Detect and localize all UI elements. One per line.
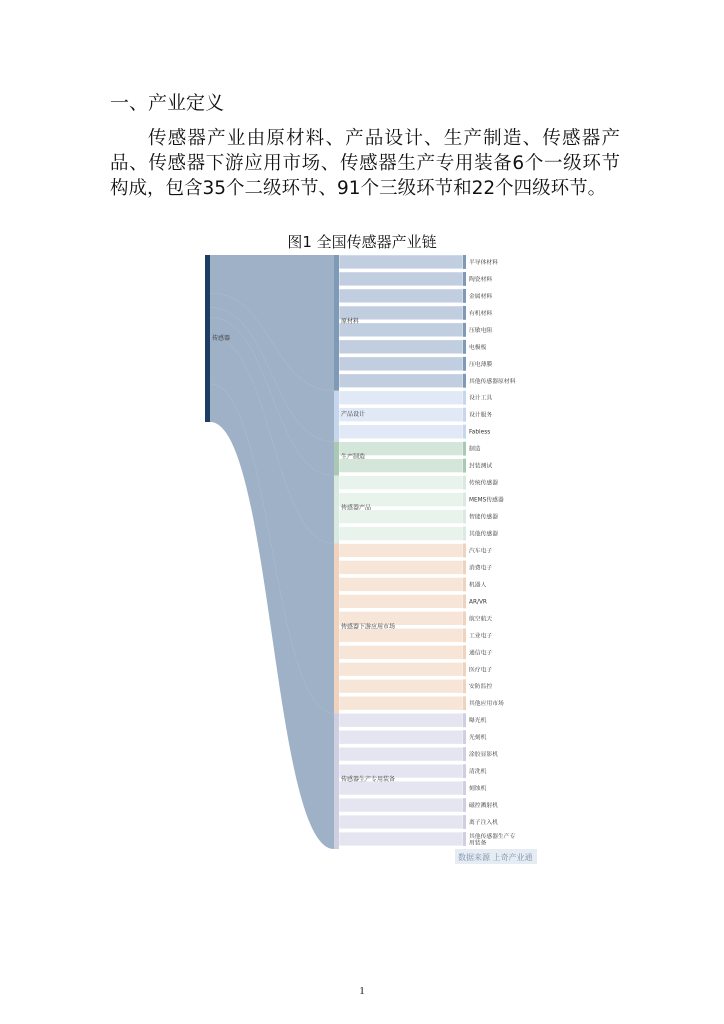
level2-node-11 bbox=[463, 442, 466, 456]
level2-node-23 bbox=[463, 645, 466, 659]
level2-node-12 bbox=[463, 459, 466, 473]
level2-label-29: 涂胶显影机 bbox=[469, 752, 498, 759]
level2-label-31: 刻蚀机 bbox=[469, 786, 487, 793]
level2-flow-4 bbox=[339, 323, 463, 337]
level1-node-4 bbox=[334, 544, 339, 714]
level2-label-22: 工业电子 bbox=[469, 633, 493, 640]
level2-label-24: 医疗电子 bbox=[469, 667, 493, 674]
level2-label-5: 电极板 bbox=[469, 344, 487, 351]
level2-label-20: AR/VR bbox=[469, 599, 487, 606]
level2-node-22 bbox=[463, 628, 466, 642]
level2-label-11: 制造 bbox=[469, 446, 481, 453]
level2-node-9 bbox=[463, 408, 466, 422]
level1-label-4: 传感器下游应用市场 bbox=[341, 623, 396, 631]
level2-node-26 bbox=[463, 696, 466, 710]
level2-label-8: 设计工具 bbox=[469, 395, 493, 402]
level2-node-34 bbox=[463, 832, 466, 846]
level2-label-0: 半导体材料 bbox=[469, 259, 498, 266]
level2-node-24 bbox=[463, 662, 466, 676]
level2-node-7 bbox=[463, 374, 466, 388]
level1-label-3: 传感器产品 bbox=[341, 504, 372, 512]
level2-flow-15 bbox=[339, 510, 463, 524]
level2-node-3 bbox=[463, 306, 466, 320]
level2-label-1: 陶瓷材料 bbox=[469, 276, 493, 283]
level2-flow-22 bbox=[339, 628, 463, 642]
level2-flow-7 bbox=[339, 374, 463, 388]
figure-title: 图1 全国传感器产业链 bbox=[287, 233, 437, 251]
level2-flow-28 bbox=[339, 730, 463, 744]
level2-node-10 bbox=[463, 425, 466, 439]
level2-label-19: 机器人 bbox=[469, 582, 487, 589]
level2-label-6: 压电薄膜 bbox=[469, 361, 493, 368]
level2-node-14 bbox=[463, 493, 466, 507]
level2-flow-0 bbox=[339, 255, 463, 269]
level2-flow-12 bbox=[339, 459, 463, 473]
level2-label-13: 传统传感器 bbox=[469, 480, 498, 487]
level2-label-21: 航空航天 bbox=[469, 616, 493, 623]
page-number: 1 bbox=[359, 985, 365, 997]
level2-flow-17 bbox=[339, 544, 463, 558]
level1-label-0: 原材料 bbox=[341, 317, 360, 325]
level2-node-17 bbox=[463, 544, 466, 558]
level2-label-23: 通信电子 bbox=[469, 650, 493, 657]
level2-node-4 bbox=[463, 323, 466, 337]
level2-label-4: 压敏电阻 bbox=[469, 327, 493, 334]
level2-flow-34 bbox=[339, 832, 463, 846]
level2-flow-33 bbox=[339, 815, 463, 829]
level2-label-2: 金属材料 bbox=[469, 293, 493, 300]
level2-flow-26 bbox=[339, 696, 463, 710]
level2-flow-31 bbox=[339, 781, 463, 795]
level2-node-6 bbox=[463, 357, 466, 371]
source-watermark-text: 数据来源 上奇产业通 bbox=[458, 853, 533, 862]
source-watermark bbox=[455, 849, 537, 864]
level2-node-30 bbox=[463, 764, 466, 778]
level2-node-33 bbox=[463, 815, 466, 829]
level2-node-8 bbox=[463, 391, 466, 405]
level2-node-16 bbox=[463, 527, 466, 541]
level2-flow-32 bbox=[339, 798, 463, 812]
level2-flow-13 bbox=[339, 476, 463, 490]
level2-label-9: 设计服务 bbox=[469, 412, 493, 419]
level2-label-18: 消费电子 bbox=[469, 565, 493, 572]
level2-flow-16 bbox=[339, 527, 463, 541]
level2-node-25 bbox=[463, 679, 466, 693]
level2-node-29 bbox=[463, 747, 466, 761]
level2-flow-18 bbox=[339, 560, 463, 574]
level2-node-18 bbox=[463, 560, 466, 574]
level1-to-level2-flows bbox=[339, 255, 463, 846]
level2-flow-5 bbox=[339, 340, 463, 354]
level2-label-28: 光刻机 bbox=[469, 735, 487, 742]
level2-node-19 bbox=[463, 577, 466, 591]
level1-label-2: 生产制造 bbox=[341, 453, 366, 461]
root-node bbox=[205, 255, 210, 422]
level1-node-2 bbox=[334, 442, 339, 476]
level2-node-0 bbox=[463, 255, 466, 269]
level1-label-5: 传感器生产专用装备 bbox=[341, 776, 396, 784]
level2-label-10: Fabless bbox=[469, 429, 491, 436]
level2-flow-6 bbox=[339, 357, 463, 371]
level2-node-2 bbox=[463, 289, 466, 303]
level2-node-32 bbox=[463, 798, 466, 812]
level2-flow-19 bbox=[339, 577, 463, 591]
level2-flow-29 bbox=[339, 747, 463, 761]
level2-flow-20 bbox=[339, 594, 463, 608]
level2-label-30: 清洗机 bbox=[469, 769, 487, 776]
level2-node-31 bbox=[463, 781, 466, 795]
level2-flow-8 bbox=[339, 391, 463, 405]
level2-node-20 bbox=[463, 594, 466, 608]
level2-node-28 bbox=[463, 730, 466, 744]
level2-flow-25 bbox=[339, 679, 463, 693]
level2-flow-27 bbox=[339, 713, 463, 727]
root-label: 传感器 bbox=[212, 335, 231, 342]
level2-label-3: 有机材料 bbox=[469, 310, 493, 317]
level2-flow-23 bbox=[339, 645, 463, 659]
level2-label-33: 离子注入机 bbox=[469, 820, 498, 827]
level1-node-0 bbox=[334, 255, 339, 391]
level2-flow-1 bbox=[339, 272, 463, 286]
body-paragraph: 传感器产业由原材料、产品设计、生产制造、传感器产品、传感器下游应用市场、传感器生产专用装备6个一级环节构成，包含35个二级环节、91个三级环节和22个四级环节。 bbox=[110, 128, 620, 199]
level2-node-21 bbox=[463, 611, 466, 625]
level1-node-5 bbox=[334, 713, 339, 849]
level1-node-3 bbox=[334, 476, 339, 544]
level2-label-15: 智能传感器 bbox=[469, 514, 498, 521]
level2-node-1 bbox=[463, 272, 466, 286]
level2-label-17: 汽车电子 bbox=[469, 548, 493, 555]
level2-flow-2 bbox=[339, 289, 463, 303]
section-heading: 一、产业定义 bbox=[110, 92, 225, 114]
level2-label-26: 其他应用市场 bbox=[469, 701, 504, 708]
level2-node-15 bbox=[463, 510, 466, 524]
level2-node-13 bbox=[463, 476, 466, 490]
level2-node-5 bbox=[463, 340, 466, 354]
level2-label-27: 曝光机 bbox=[469, 718, 487, 725]
level2-label-7: 其他传感器原材料 bbox=[469, 378, 516, 385]
root-to-level1-flows bbox=[210, 255, 334, 849]
level2-label-32: 磁控溅射机 bbox=[469, 803, 498, 810]
level2-flow-24 bbox=[339, 662, 463, 676]
level2-node-27 bbox=[463, 713, 466, 727]
level2-label-12: 封装测试 bbox=[469, 463, 493, 470]
level2-label-25: 安防监控 bbox=[469, 684, 493, 691]
level1-label-1: 产品设计 bbox=[341, 411, 366, 419]
level2-label-16: 其他传感器 bbox=[469, 531, 498, 538]
level2-label-34: 其他传感器生产专用装备 bbox=[469, 833, 516, 847]
level1-node-1 bbox=[334, 391, 339, 442]
level2-flow-10 bbox=[339, 425, 463, 439]
level2-label-14: MEMS传感器 bbox=[469, 497, 504, 504]
